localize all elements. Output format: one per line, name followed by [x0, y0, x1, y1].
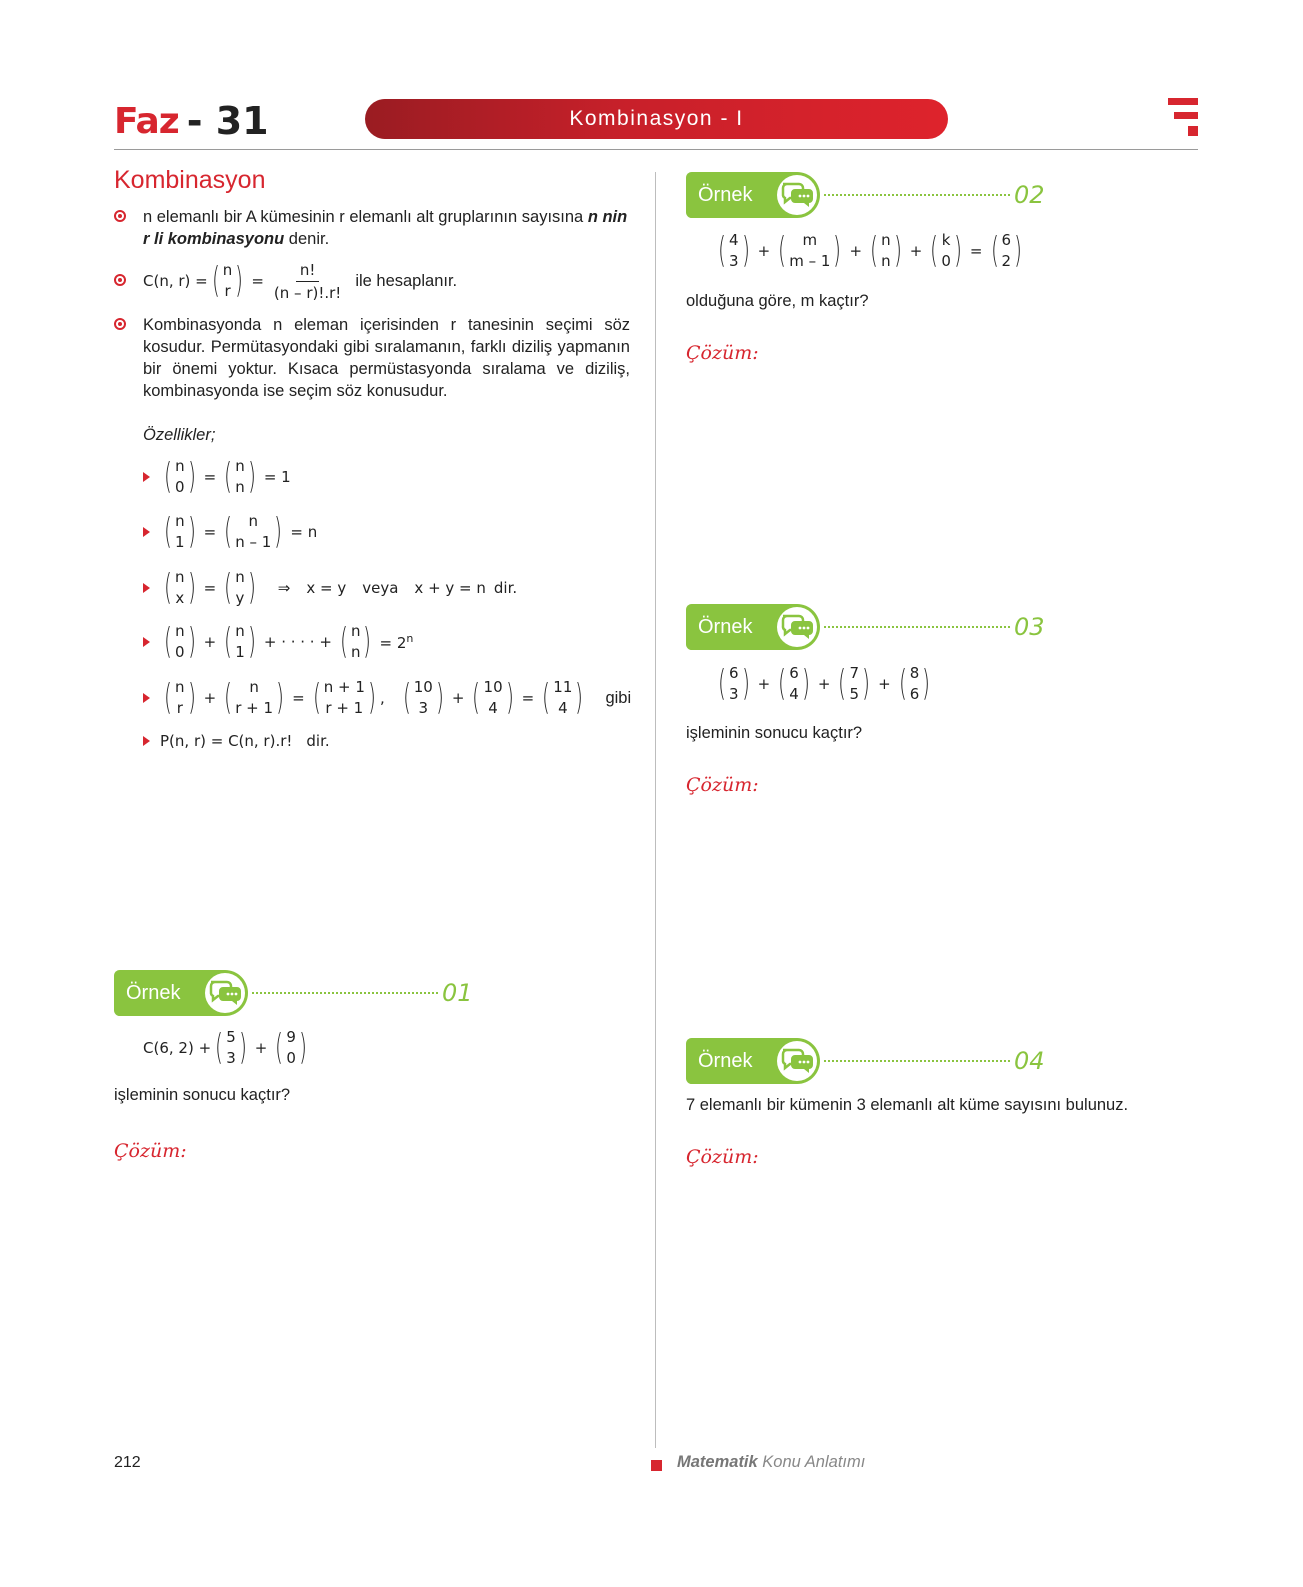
circle-bullet-icon: [114, 274, 126, 286]
combination-formula: C(n, r) = ( n r ) = $\frac{n!}{(n - r)!.r!}$ ile hesaplanır.: [143, 260, 458, 302]
logo-number: - 31: [186, 99, 269, 143]
example-03-expression: ( 6 3 ) + ( 6 4 ) + ( 7 5 ) + ( 8 6 ): [718, 663, 931, 704]
example-03-question: işleminin sonucu kaçtır?: [686, 724, 863, 742]
example-number: 04: [1014, 1047, 1045, 1075]
example-04-question: 7 elemanlı bir kümenin 3 elemanlı alt küme sayısını bulunuz.: [686, 1096, 1129, 1114]
triangle-bullet-icon: [143, 472, 150, 482]
property-3: ( n x ) = ( n y ) ⇒ x = y veya x + y = n dir.: [164, 567, 518, 608]
solution-label: Çözüm:: [686, 774, 759, 796]
description-text: Kombinasyonda n eleman içerisinden r tanesinin seçimi söz kosudur. Permütasyondaki gibi sıralamanın, farklı diziliş yapmanın bir önemi yoktur. Kısaca permüstasyonda sıralama ve diziliş, kombinasyonda ise seçim söz konusudur.: [143, 316, 630, 400]
example-01-question: işleminin sonucu kaçtır?: [114, 1086, 291, 1104]
triangle-bullet-icon: [143, 693, 150, 703]
example-header-03: [686, 604, 1045, 650]
example-pill: Örnek: [114, 970, 248, 1016]
property-5: ( n r ) + ( n r + 1 ) = ( n + 1 r + 1 ) , ( 10 3 ) + ( 10 4 ) = ( 11 4 ) gibi: [164, 677, 632, 718]
property-2: ( n 1 ) = ( n n – 1 ) = n: [164, 511, 318, 552]
example-header-02: [686, 172, 1045, 218]
section-title: Kombinasyon: [114, 166, 266, 194]
corner-logo-icon: [1168, 98, 1198, 138]
triangle-bullet-icon: [143, 637, 150, 647]
chat-bubble-icon: [777, 175, 817, 215]
chat-bubble-icon: [777, 1041, 817, 1081]
example-pill: Örnek: [686, 1038, 820, 1084]
solution-label: Çözüm:: [686, 342, 759, 364]
binomial: ( n r ): [211, 260, 244, 301]
solution-label: Çözüm:: [686, 1146, 759, 1168]
footer-brand: Matematik Konu Anlatımı: [677, 1453, 866, 1471]
definition-text: n elemanlı bir A kümesinin r elemanlı alt gruplarının sayısına n nin r li kombinasyonu denir.: [143, 208, 628, 248]
chapter-title-bar: [365, 99, 948, 139]
example-pill: Örnek: [686, 172, 820, 218]
example-header-01: [114, 970, 473, 1016]
chapter-title: Kombinasyon - I: [569, 107, 744, 130]
example-dots: [824, 1060, 1010, 1062]
circle-bullet-icon: [114, 210, 126, 222]
example-number: 01: [442, 979, 473, 1007]
example-02-expression: ( 4 3 ) + ( m m – 1 ) + ( n n ) + ( k 0 ) = ( 6 2 ): [718, 230, 1022, 271]
triangle-bullet-icon: [143, 736, 150, 746]
example-dots: [252, 992, 438, 994]
example-header-04: [686, 1038, 1045, 1084]
example-pill: Örnek: [686, 604, 820, 650]
triangle-bullet-icon: [143, 527, 150, 537]
example-number: 03: [1014, 613, 1045, 641]
property-6: P(n, r) = C(n, r).r! dir.: [160, 732, 330, 750]
example-number: 02: [1014, 181, 1045, 209]
example-02-question: olduğuna göre, m kaçtır?: [686, 292, 869, 310]
fraction: $\frac{n!}{(n - r)!.r!}$: [273, 260, 342, 302]
header-rule: [114, 149, 1198, 150]
solution-label: Çözüm:: [114, 1140, 187, 1162]
chat-bubble-icon: [205, 973, 245, 1013]
footer-square-icon: [651, 1460, 662, 1471]
page-number: 212: [114, 1454, 141, 1471]
properties-title: Özellikler;: [143, 426, 216, 444]
circle-bullet-icon: [114, 318, 126, 330]
property-1: ( n 0 ) = ( n n ) = 1: [164, 456, 291, 497]
property-4: ( n 0 ) + ( n 1 ) + · · · · + ( n n ) = $2^n$: [164, 621, 414, 662]
example-dots: [824, 626, 1010, 628]
column-divider: [655, 172, 656, 1448]
example-dots: [824, 194, 1010, 196]
faz-logo: [114, 98, 269, 143]
logo-word: Faz: [114, 101, 179, 142]
example-01-expression: C(6, 2) + ( 5 3 ) + ( 9 0 ): [143, 1027, 307, 1068]
triangle-bullet-icon: [143, 583, 150, 593]
chat-bubble-icon: [777, 607, 817, 647]
